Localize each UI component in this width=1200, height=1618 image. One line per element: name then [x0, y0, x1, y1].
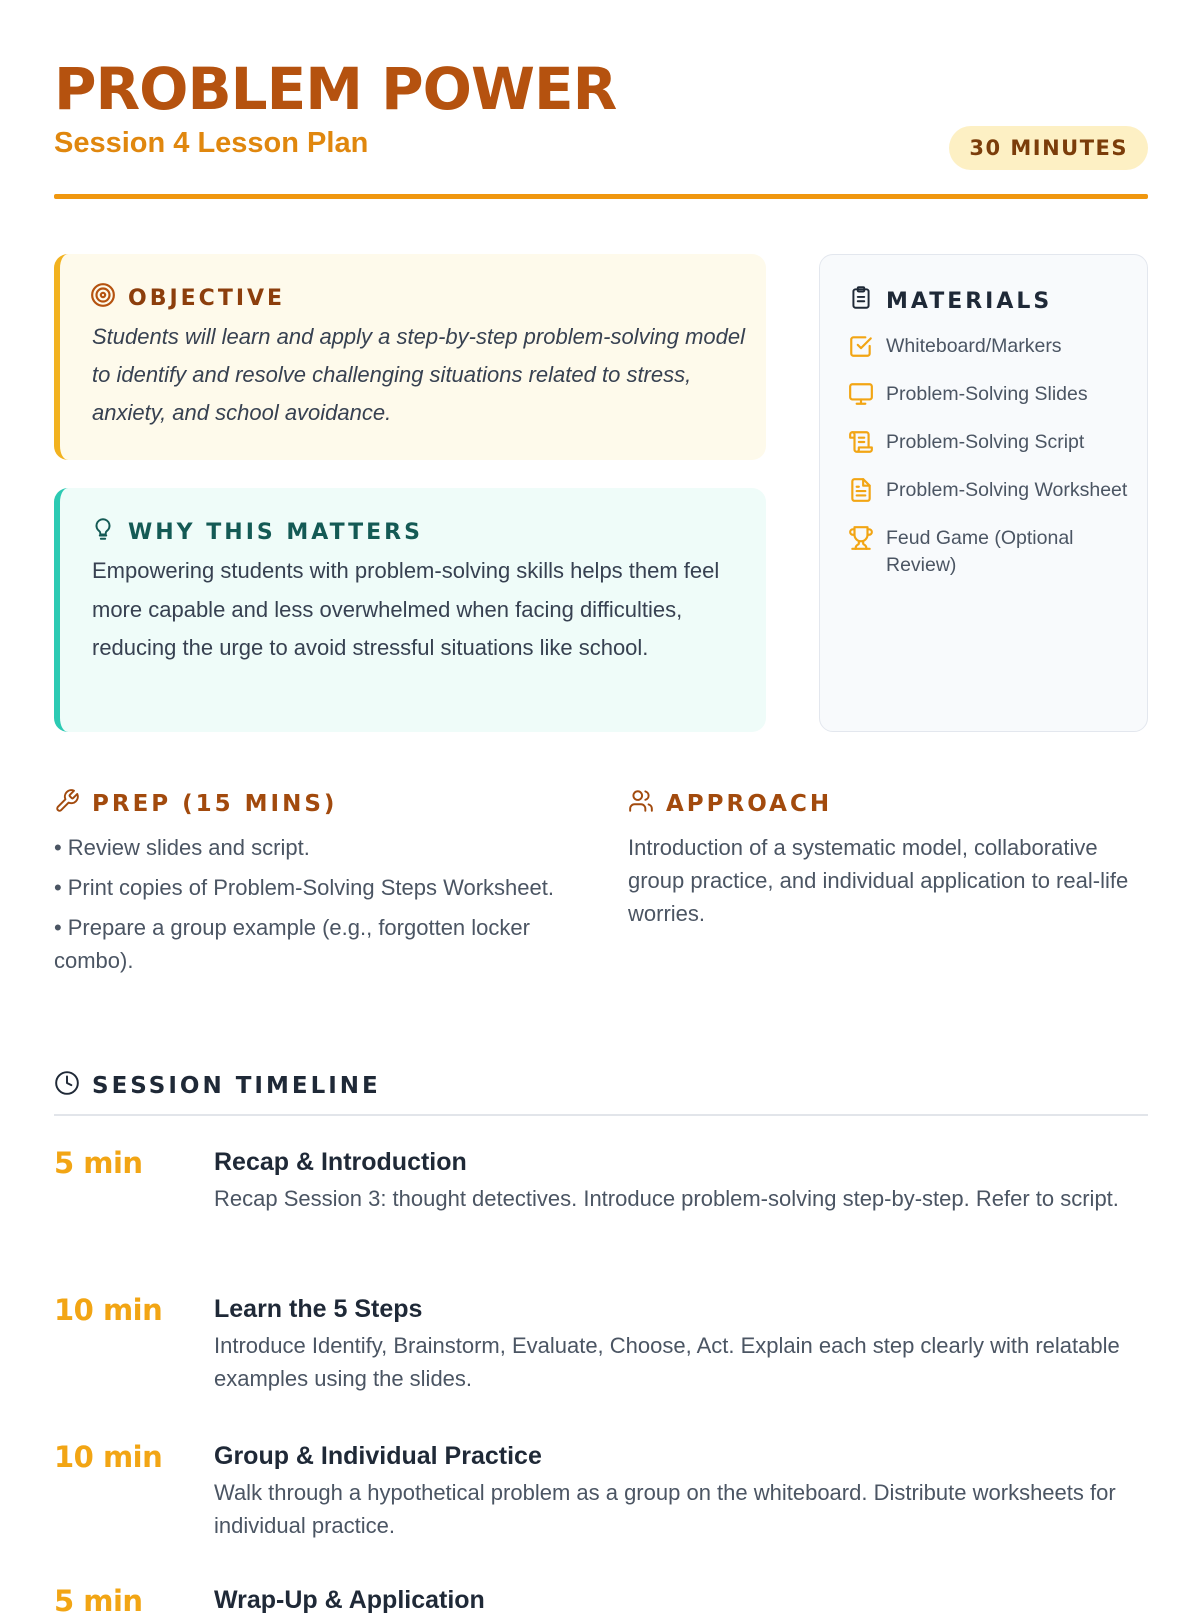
timeline-heading — [54, 1070, 381, 1102]
lesson-plan-page — [54, 0, 1148, 1618]
timeline-title: Learn the 5 Steps — [214, 1295, 423, 1323]
timeline-description: Introduce Identify, Brainstorm, Evaluate, Choose, Act. Explain each step clearly with relatable examples using the slides. — [214, 1333, 1120, 1391]
timeline-heading-label: SESSION TIMELINE — [92, 1073, 381, 1099]
prep-heading-label: PREP (15 MINS) — [92, 791, 338, 817]
why-heading-label: WHY THIS MATTERS — [128, 519, 423, 545]
duration-badge: 30 MINUTES — [949, 126, 1148, 170]
timeline-duration: 5 min — [54, 1584, 143, 1618]
list-item — [848, 525, 1138, 579]
approach-text: Introduction of a systematic model, collaborative group practice, and individual application to real-life worries. — [628, 835, 1129, 926]
objective-heading-label: OBJECTIVE — [128, 285, 286, 311]
monitor-icon — [848, 381, 874, 415]
timeline-divider — [54, 1114, 1148, 1116]
users-icon — [628, 788, 654, 820]
timeline-title: Group & Individual Practice — [214, 1442, 542, 1470]
trophy-icon — [848, 525, 874, 559]
clipboard-icon — [848, 285, 874, 317]
material-label: Whiteboard/Markers — [886, 335, 1062, 357]
wrench-icon — [54, 788, 80, 820]
why-heading — [90, 516, 423, 548]
materials-card — [819, 254, 1148, 732]
timeline-title: Recap & Introduction — [214, 1148, 467, 1176]
timeline-description: Walk through a hypothetical problem as a group on the whiteboard. Distribute worksheets for individual practice. — [214, 1480, 1116, 1538]
objective-text: Students will learn and apply a step-by-step problem-solving model to identify and resolve challenging situations related to stress, anxiety, and school avoidance. — [92, 324, 746, 425]
list-item: • Print copies of Problem-Solving Steps Worksheet. — [54, 871, 584, 904]
list-item — [848, 477, 1138, 511]
list-item — [848, 333, 1138, 367]
prep-heading — [54, 788, 337, 820]
why-text: Empowering students with problem-solving skills helps them feel more capable and less overwhelmed when facing difficulties, reducing the urge to avoid stressful situations like school. — [92, 558, 720, 660]
prep-list — [54, 831, 584, 984]
material-label: Problem-Solving Script — [886, 431, 1085, 453]
material-label: Problem-Solving Slides — [886, 383, 1088, 405]
header-divider — [54, 194, 1148, 199]
page-subtitle: Session 4 Lesson Plan — [54, 127, 369, 159]
list-item: • Prepare a group example (e.g., forgotten locker combo). — [54, 911, 584, 977]
objective-heading — [90, 282, 285, 314]
material-label: Feud Game (Optional Review) — [886, 527, 1074, 576]
materials-heading — [848, 285, 1052, 317]
list-item — [848, 381, 1138, 415]
page-title: PROBLEM POWER — [54, 55, 617, 123]
timeline-description: Recap Session 3: thought detectives. Introduce problem-solving step-by-step. Refer to script. — [214, 1186, 1119, 1211]
timeline-title: Wrap-Up & Application — [214, 1586, 485, 1614]
material-label: Problem-Solving Worksheet — [886, 479, 1128, 501]
approach-heading — [628, 788, 832, 820]
materials-list — [848, 333, 1138, 593]
timeline-duration: 10 min — [54, 1440, 163, 1474]
checkbox-icon — [848, 333, 874, 367]
list-item — [848, 429, 1138, 463]
scroll-icon — [848, 429, 874, 463]
why-card — [54, 488, 766, 732]
document-icon — [848, 477, 874, 511]
materials-heading-label: MATERIALS — [886, 288, 1053, 314]
lightbulb-icon — [90, 516, 116, 548]
objective-card — [54, 254, 766, 460]
target-icon — [90, 282, 116, 314]
timeline-duration: 10 min — [54, 1293, 163, 1327]
timeline-duration: 5 min — [54, 1146, 143, 1180]
approach-heading-label: APPROACH — [666, 791, 833, 817]
list-item: • Review slides and script. — [54, 831, 584, 864]
clock-icon — [54, 1070, 80, 1102]
